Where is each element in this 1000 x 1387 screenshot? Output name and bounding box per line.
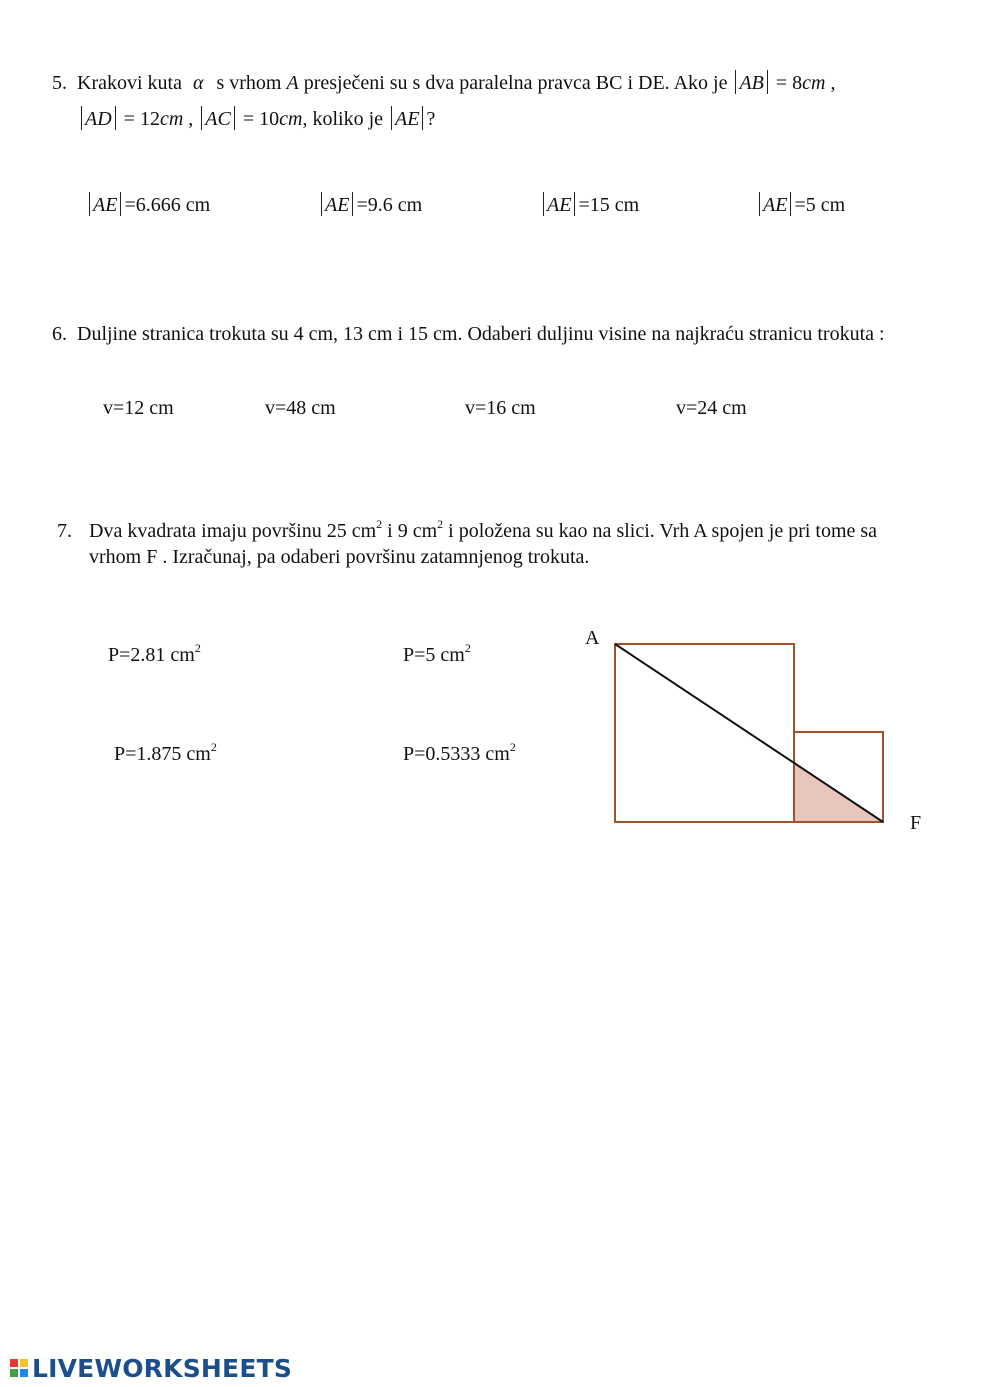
q6-number: 6.	[52, 323, 67, 345]
q6-option-4[interactable]: v=24 cm	[676, 397, 747, 419]
q7-question-line1: 7. Dva kvadrata imaju površinu 25 $cm^2$ i 9 $cm^2$ i položena su kao na slici. Vrh A spojen je pri tome sa	[57, 517, 878, 542]
alpha-symbol: α	[192, 72, 204, 94]
q7-option-1[interactable]: P=2.81 $cm^2$	[108, 641, 201, 666]
liveworksheets-logo	[10, 1354, 292, 1382]
q6-question: 6. Duljine stranica trokuta su 4 cm, 13 cm i 15 cm. Odaberi duljinu visine na najkraću stranicu trokuta :	[52, 323, 885, 345]
q6-option-1[interactable]: v=12 cm	[103, 397, 174, 419]
label-f: F	[910, 812, 922, 834]
logo-icon	[10, 1359, 28, 1377]
q5-option-1[interactable]: AE =6.666 cm	[86, 192, 210, 216]
q5-option-4[interactable]: AE =5 cm	[756, 192, 845, 216]
label-a: A	[585, 627, 600, 649]
q7-number: 7.	[57, 520, 72, 542]
q6-option-2[interactable]: v=48 cm	[265, 397, 336, 419]
q5-option-3[interactable]: AE =15 cm	[540, 192, 639, 216]
q5-option-2[interactable]: AE =9.6 cm	[318, 192, 422, 216]
q7-question-line2: vrhom F . Izračunaj, pa odaberi površinu zatamnjenog trokuta.	[89, 546, 590, 568]
q5-line1: 5. Krakovi kuta α s vrhom A presječeni su s dva paralelna pravca BC i DE. Ako je AB = 8cm ,	[52, 72, 836, 94]
q6-option-3[interactable]: v=16 cm	[465, 397, 536, 419]
q7-option-2[interactable]: P=5 $cm^2$	[403, 641, 471, 666]
q7-option-4[interactable]: P=0.5333 $cm^2$	[403, 740, 516, 765]
q7-option-3[interactable]: P=1.875 $cm^2$	[114, 740, 217, 765]
squares-figure	[575, 620, 935, 850]
logo-text: LIVEWORKSHEETS	[32, 1353, 293, 1383]
large-square	[615, 644, 794, 822]
q5-number: 5.	[52, 72, 67, 94]
q5-line2: AD = 12cm , AC = 10cm, koliko je AE ?	[78, 106, 435, 130]
